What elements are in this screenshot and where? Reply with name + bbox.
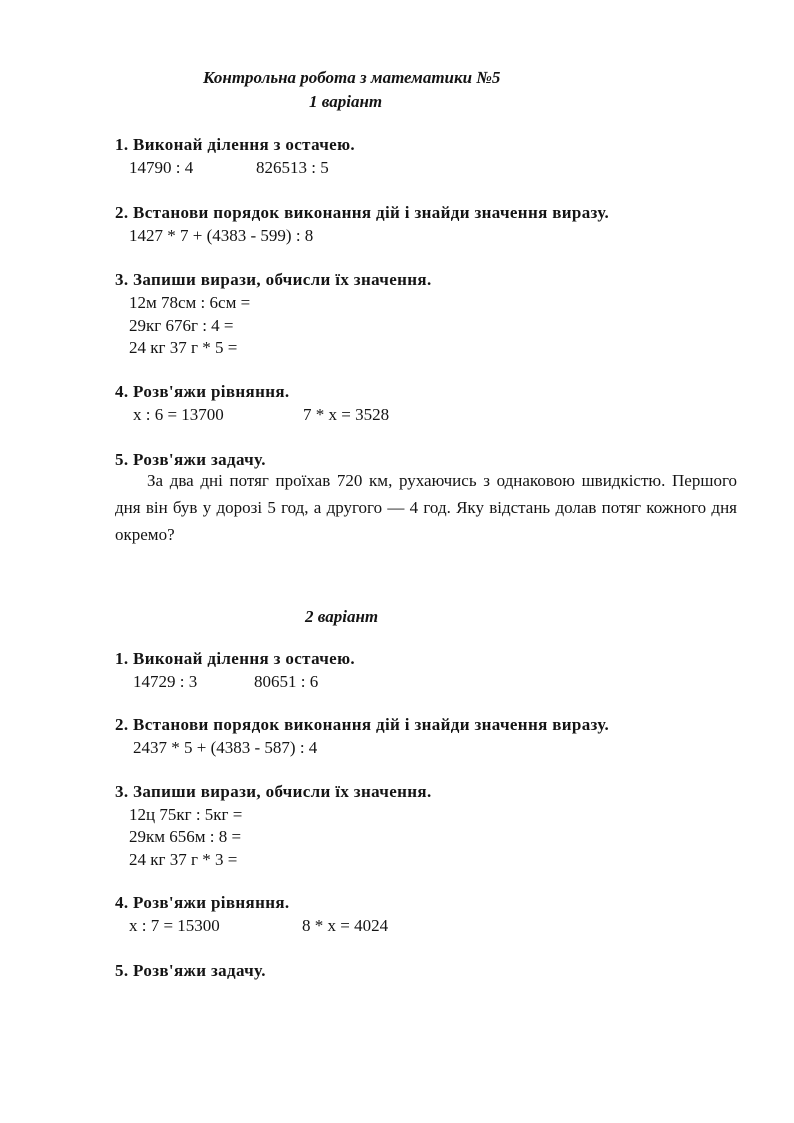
- v2-task1-expr1: 14729 : 3: [133, 672, 198, 691]
- v1-task1-expr1: 14790 : 4: [129, 158, 194, 177]
- page-title: Контрольна робота з математики №5: [203, 68, 501, 87]
- v1-task4-eq2: 7 * x = 3528: [303, 405, 390, 424]
- variant-1-heading: 1 варіант: [309, 92, 383, 111]
- v1-task1-title: 1. Виконай ділення з остачею.: [115, 135, 356, 154]
- v2-task5-title: 5. Розв'яжи задачу.: [115, 961, 266, 980]
- v1-task3-item: 29кг 676г : 4 =: [129, 316, 234, 335]
- v1-task3-title: 3. Запиши вирази, обчисли їх значення.: [115, 270, 432, 289]
- v2-task1-expr2: 80651 : 6: [254, 672, 319, 691]
- v1-task2-expr: 1427 * 7 + (4383 - 599) : 8: [129, 226, 314, 245]
- v2-task4-title: 4. Розв'яжи рівняння.: [115, 893, 290, 912]
- v1-task5-problem-text: За два дні потяг проїхав 720 км, рухаючись з однаковою швидкістю. Першого дня він був у дорозі 5 год, а другого — 4 год. Яку відстань долав потяг кожного дня окремо?: [115, 471, 737, 544]
- v2-task1-title: 1. Виконай ділення з остачею.: [115, 649, 356, 668]
- v1-task5-title: 5. Розв'яжи задачу.: [115, 450, 266, 469]
- v2-task3-item: 24 кг 37 г * 3 =: [129, 850, 238, 869]
- variant-2-heading: 2 варіант: [305, 607, 379, 626]
- v2-task3-title: 3. Запиши вирази, обчисли їх значення.: [115, 782, 432, 801]
- v2-task2-expr: 2437 * 5 + (4383 - 587) : 4: [133, 738, 318, 757]
- v1-task3-item: 24 кг 37 г * 5 =: [129, 338, 238, 357]
- v2-task3-item: 29км 656м : 8 =: [129, 827, 242, 846]
- v1-task3-item: 12м 78см : 6см =: [129, 293, 251, 312]
- v2-task4-eq2: 8 * x = 4024: [302, 916, 389, 935]
- v2-task2-title: 2. Встанови порядок виконання дій і знайди значення виразу.: [115, 715, 610, 734]
- v2-task3-item: 12ц 75кг : 5кг =: [129, 805, 243, 824]
- v1-task4-eq1: x : 6 = 13700: [133, 405, 224, 424]
- v2-task4-eq1: x : 7 = 15300: [129, 916, 220, 935]
- v1-task1-expr2: 826513 : 5: [256, 158, 329, 177]
- v1-task2-title: 2. Встанови порядок виконання дій і знайди значення виразу.: [115, 203, 610, 222]
- v1-task4-title: 4. Розв'яжи рівняння.: [115, 382, 290, 401]
